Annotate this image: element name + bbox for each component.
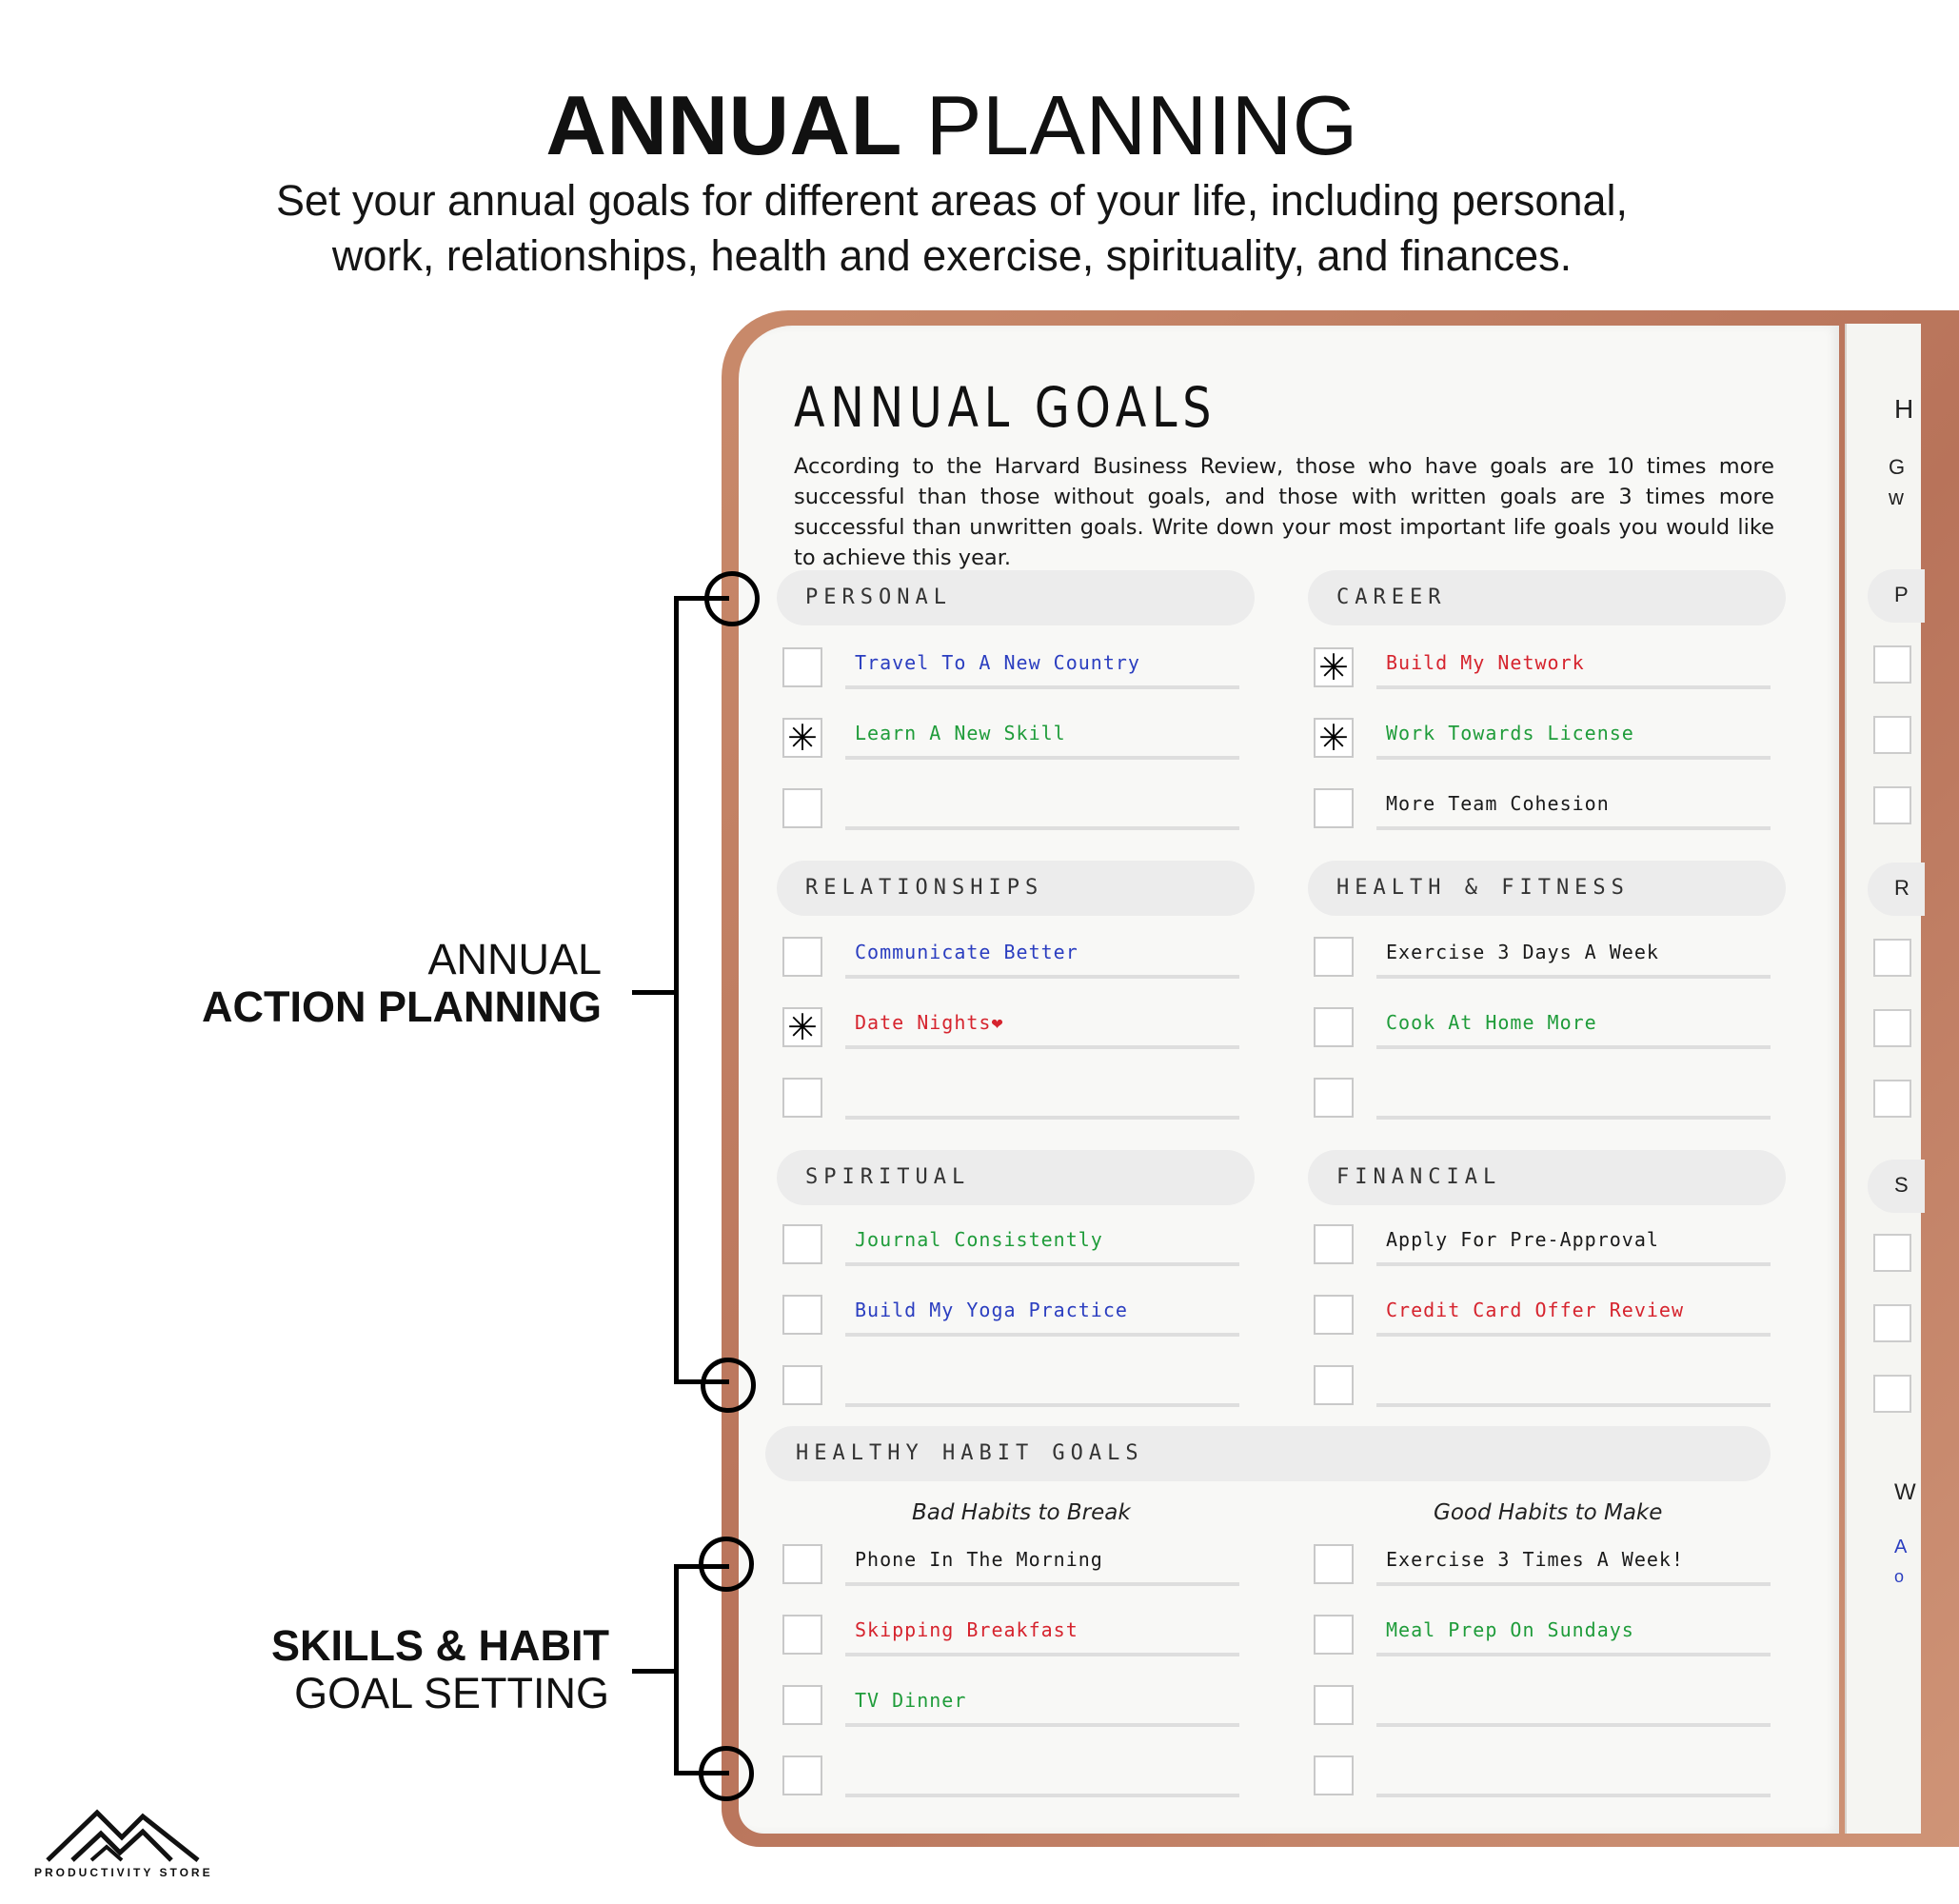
binder-ring-icon xyxy=(699,1537,754,1592)
goal-text[interactable]: Cook At Home More xyxy=(1386,1011,1597,1034)
goal-text[interactable]: Apply For Pre-Approval xyxy=(1386,1228,1659,1251)
habit-text[interactable]: Phone In The Morning xyxy=(855,1548,1103,1571)
hero-title-light: PLANNING xyxy=(925,78,1358,172)
right-page-checkbox xyxy=(1873,1375,1911,1413)
goal-checkbox[interactable] xyxy=(782,1365,822,1405)
bad-habits-heading: Bad Habits to Break xyxy=(912,1500,1131,1525)
right-page xyxy=(1845,324,1921,1834)
section-label: SPIRITUAL xyxy=(805,1165,971,1189)
section-personal xyxy=(777,570,1255,625)
goal-checkbox[interactable] xyxy=(1314,718,1354,758)
goal-checkbox[interactable] xyxy=(1314,1007,1354,1047)
right-page-checkbox xyxy=(1873,645,1911,684)
goal-underline xyxy=(1376,1333,1771,1337)
section-financial xyxy=(1308,1150,1786,1205)
habit-underline xyxy=(845,1582,1239,1586)
goal-checkbox[interactable] xyxy=(1314,1295,1354,1335)
goal-checkbox[interactable] xyxy=(782,647,822,687)
hero-title-bold: ANNUAL xyxy=(545,78,902,172)
goal-underline xyxy=(845,1333,1239,1337)
hero-subtitle: Set your annual goals for different areas of your life, including personal, work, relationships, health and exercise, spirituality, and finances. xyxy=(275,176,1629,280)
mountain-logo-icon xyxy=(44,1801,202,1864)
goal-text[interactable]: Learn A New Skill xyxy=(855,722,1066,744)
right-page-fragment: G xyxy=(1889,455,1906,479)
section-label: HEALTH & FITNESS xyxy=(1336,876,1630,900)
section-spiritual xyxy=(777,1150,1255,1205)
right-page-fragment: R xyxy=(1894,876,1910,900)
right-page-fragment: w xyxy=(1889,486,1904,509)
right-page-fragment: S xyxy=(1894,1173,1909,1197)
goal-underline xyxy=(845,685,1239,689)
right-page-fragment: o xyxy=(1894,1567,1905,1586)
goal-underline xyxy=(1376,1403,1771,1407)
goal-checkbox[interactable] xyxy=(782,937,822,977)
right-page-checkbox xyxy=(1873,939,1911,977)
habit-checkbox[interactable] xyxy=(1314,1544,1354,1584)
goal-underline xyxy=(845,826,1239,830)
goal-underline xyxy=(845,1116,1239,1120)
goal-underline xyxy=(845,1045,1239,1049)
habit-checkbox[interactable] xyxy=(782,1685,822,1725)
habit-checkbox[interactable] xyxy=(1314,1615,1354,1655)
star-icon: ✳ xyxy=(787,1006,818,1048)
callout-skills-bold: SKILLS & HABIT xyxy=(271,1621,609,1670)
right-page-fragment: W xyxy=(1894,1479,1916,1505)
section-label: HEALTHY HABIT GOALS xyxy=(796,1441,1144,1465)
right-page-fragment: P xyxy=(1894,583,1909,606)
section-relationships xyxy=(777,861,1255,916)
section-label: CAREER xyxy=(1336,585,1447,609)
right-page-checkbox xyxy=(1873,1304,1911,1342)
habit-underline xyxy=(1376,1582,1771,1586)
binder-ring-icon xyxy=(699,1746,754,1801)
goal-checkbox[interactable] xyxy=(782,1295,822,1335)
goal-underline xyxy=(845,1403,1239,1407)
goal-text[interactable]: Exercise 3 Days A Week xyxy=(1386,941,1659,963)
habit-checkbox[interactable] xyxy=(782,1544,822,1584)
goal-checkbox[interactable] xyxy=(782,1224,822,1264)
bracket-tick xyxy=(632,990,676,995)
right-page-checkbox xyxy=(1873,786,1911,824)
goal-checkbox[interactable] xyxy=(1314,1365,1354,1405)
goal-checkbox[interactable] xyxy=(782,718,822,758)
goal-underline xyxy=(1376,1045,1771,1049)
goal-underline xyxy=(845,1262,1239,1266)
good-habits-heading: Good Habits to Make xyxy=(1434,1500,1663,1525)
section-label: FINANCIAL xyxy=(1336,1165,1502,1189)
bracket-habit-goals xyxy=(674,1564,729,1775)
goal-text[interactable]: Date Nights❤ xyxy=(855,1011,1004,1034)
section-label: PERSONAL xyxy=(805,585,952,609)
star-icon: ✳ xyxy=(1318,717,1349,759)
right-page-checkbox xyxy=(1873,716,1911,754)
goal-text[interactable]: Build My Network xyxy=(1386,651,1585,674)
callout-skills-habit xyxy=(143,1622,609,1717)
habit-underline xyxy=(1376,1794,1771,1797)
goal-text[interactable]: Journal Consistently xyxy=(855,1228,1103,1251)
section-healthy-habit-goals xyxy=(765,1426,1771,1481)
habit-text[interactable]: Skipping Breakfast xyxy=(855,1618,1078,1641)
habit-underline xyxy=(1376,1723,1771,1727)
page-title: ANNUAL GOALS xyxy=(794,375,1217,440)
goal-checkbox[interactable] xyxy=(782,1078,822,1118)
right-page-checkbox xyxy=(1873,1009,1911,1047)
goal-text[interactable]: Travel To A New Country xyxy=(855,651,1140,674)
bracket-tick xyxy=(632,1669,676,1674)
goal-underline xyxy=(1376,1262,1771,1266)
right-page-fragment: H xyxy=(1894,394,1914,424)
goal-checkbox[interactable] xyxy=(1314,1078,1354,1118)
section-health-fitness xyxy=(1308,861,1786,916)
goal-text[interactable]: Communicate Better xyxy=(855,941,1078,963)
habit-checkbox[interactable] xyxy=(782,1755,822,1795)
goal-checkbox[interactable] xyxy=(1314,1224,1354,1264)
habit-text[interactable]: Exercise 3 Times A Week! xyxy=(1386,1548,1684,1571)
right-page-fragment: A xyxy=(1894,1537,1908,1557)
goal-text[interactable]: Build My Yoga Practice xyxy=(855,1299,1128,1321)
goal-underline xyxy=(845,975,1239,979)
goal-text[interactable]: Work Towards License xyxy=(1386,722,1634,744)
bracket-action-planning xyxy=(674,596,729,1384)
habit-text[interactable]: TV Dinner xyxy=(855,1689,967,1712)
logo-wordmark: PRODUCTIVITY STORE xyxy=(34,1866,213,1879)
goal-underline xyxy=(1376,826,1771,830)
callout-annual-light: ANNUAL xyxy=(427,935,602,983)
goal-checkbox[interactable] xyxy=(1314,647,1354,687)
star-icon: ✳ xyxy=(787,717,818,759)
goal-text[interactable]: More Team Cohesion xyxy=(1386,792,1610,815)
habit-underline xyxy=(1376,1653,1771,1656)
right-page-checkbox xyxy=(1873,1234,1911,1272)
hero-title xyxy=(0,78,1904,173)
goal-checkbox[interactable] xyxy=(1314,788,1354,828)
goal-checkbox[interactable] xyxy=(782,788,822,828)
goal-underline xyxy=(1376,756,1771,760)
habit-checkbox[interactable] xyxy=(782,1615,822,1655)
page-intro: According to the Harvard Business Review, those who have goals are 10 times more successful than those without goals, and those with written goals are 3 times more successful than unwritten goals. Write down your most important life goals you would like to achieve this year. xyxy=(794,454,1774,570)
goal-underline xyxy=(1376,975,1771,979)
goal-underline xyxy=(845,756,1239,760)
section-label: RELATIONSHIPS xyxy=(805,876,1044,900)
binder-ring-icon xyxy=(701,1358,756,1413)
habit-text[interactable]: Meal Prep On Sundays xyxy=(1386,1618,1634,1641)
section-career xyxy=(1308,570,1786,625)
callout-skills-light: GOAL SETTING xyxy=(294,1669,609,1717)
callout-annual-action-planning xyxy=(143,936,602,1031)
habit-checkbox[interactable] xyxy=(1314,1755,1354,1795)
habit-underline xyxy=(845,1653,1239,1656)
goal-underline xyxy=(1376,1116,1771,1120)
goal-checkbox[interactable] xyxy=(1314,937,1354,977)
callout-annual-bold: ACTION PLANNING xyxy=(202,982,602,1031)
star-icon: ✳ xyxy=(1318,646,1349,688)
goal-checkbox[interactable] xyxy=(782,1007,822,1047)
goal-underline xyxy=(1376,685,1771,689)
habit-underline xyxy=(845,1794,1239,1797)
goal-text[interactable]: Credit Card Offer Review xyxy=(1386,1299,1684,1321)
habit-checkbox[interactable] xyxy=(1314,1685,1354,1725)
right-page-checkbox xyxy=(1873,1080,1911,1118)
binder-ring-icon xyxy=(704,571,760,626)
habit-underline xyxy=(845,1723,1239,1727)
